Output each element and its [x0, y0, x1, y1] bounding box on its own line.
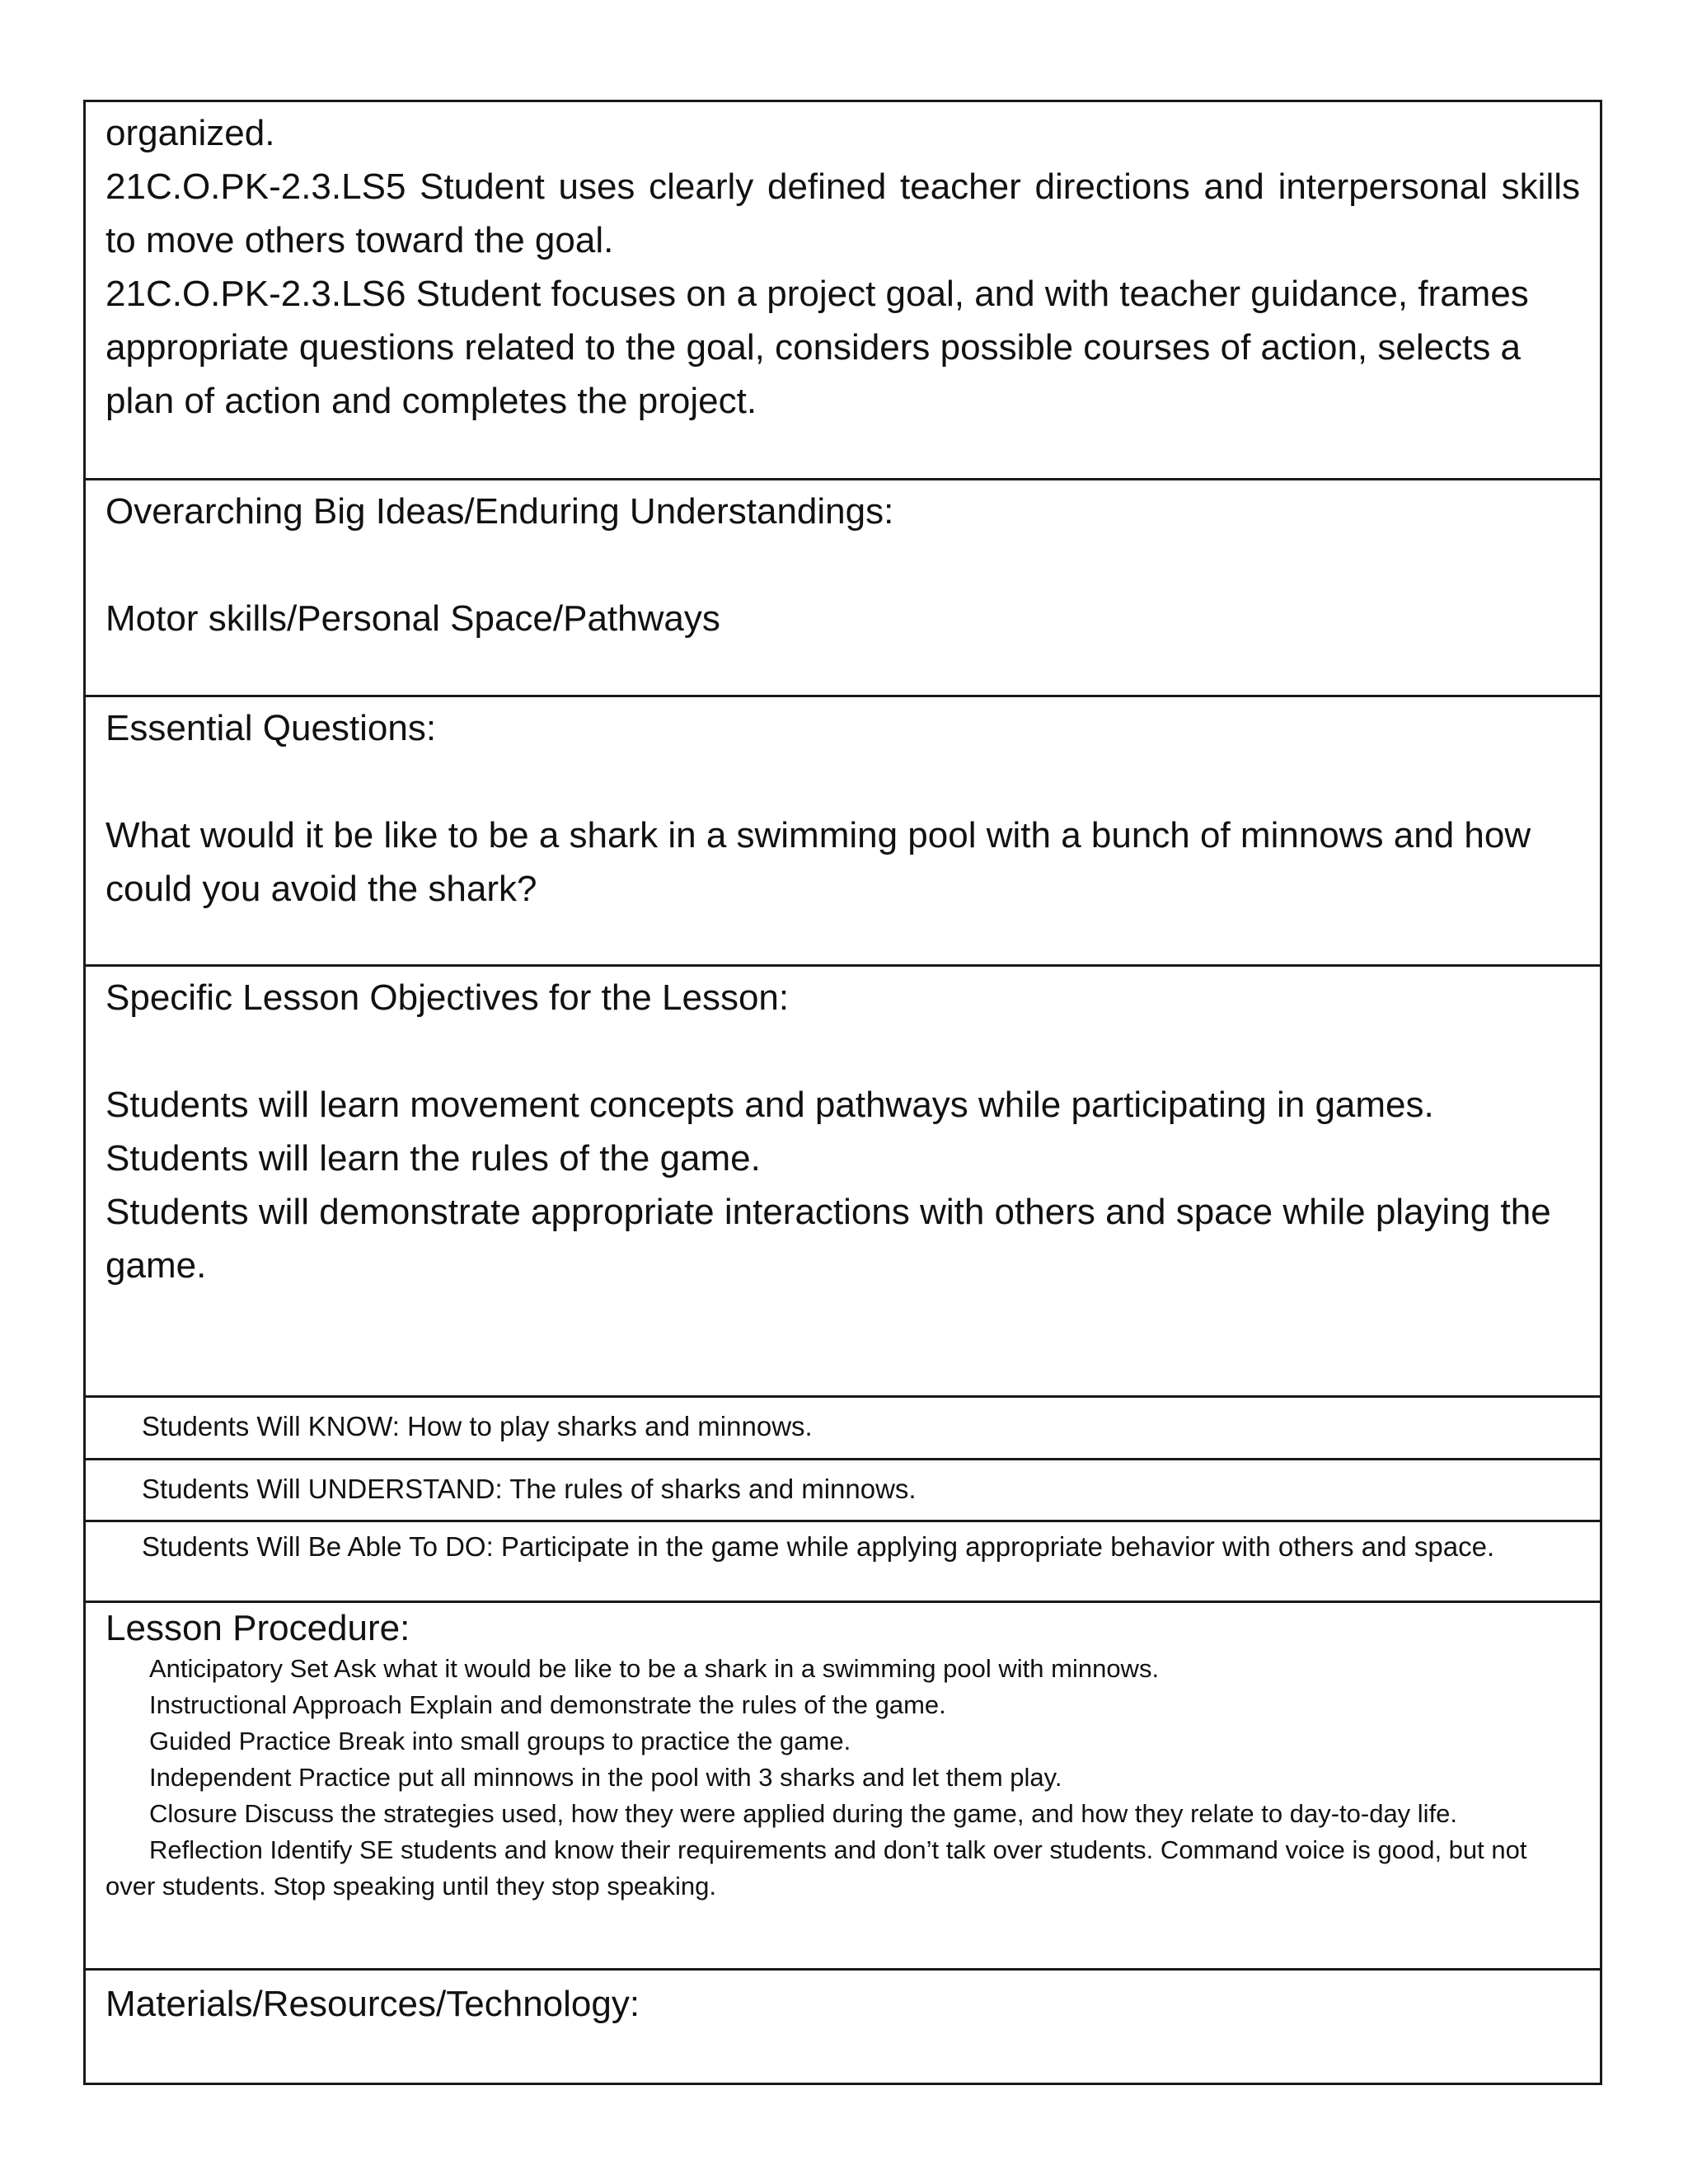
- materials-heading: Materials/Resources/Technology:: [106, 1984, 640, 2024]
- materials-cell: [86, 1971, 1600, 2083]
- procedure-heading: Lesson Procedure:: [106, 1608, 410, 1648]
- big-ideas-heading: Overarching Big Ideas/Enduring Understandings:: [106, 491, 894, 532]
- objectives-cell: [86, 967, 1600, 1398]
- essential-questions-heading: Essential Questions:: [106, 708, 437, 748]
- lesson-plan-table: [83, 100, 1602, 2085]
- standards-line: 21C.O.PK-2.3.LS6 Student focuses on a project goal, and with teacher guidance, frames appropriate questions related to the goal, considers possible courses of action, selects a plan of action and completes the project.: [106, 274, 1529, 421]
- standards-cell: [86, 102, 1600, 480]
- understand-text: Students Will UNDERSTAND: The rules of sharks and minnows.: [142, 1474, 917, 1504]
- standards-line: organized.: [106, 113, 275, 153]
- objective-item: Students will learn movement concepts and pathways while participating in games.: [106, 1085, 1434, 1125]
- essential-questions-content: What would it be like to be a shark in a swimming pool with a bunch of minnows and how could you avoid the shark?: [106, 815, 1531, 909]
- procedure-step: Instructional Approach Explain and demonstrate the rules of the game.: [149, 1690, 946, 1719]
- procedure-cell: [86, 1603, 1600, 1971]
- objective-item: Students will demonstrate appropriate interactions with others and space while playing the game.: [106, 1192, 1551, 1286]
- know-text: Students Will KNOW: How to play sharks and minnows.: [142, 1411, 813, 1441]
- know-cell: [86, 1398, 1600, 1460]
- procedure-step: Guided Practice Break into small groups to practice the game.: [149, 1727, 851, 1755]
- essential-questions-cell: [86, 697, 1600, 967]
- big-ideas-content: Motor skills/Personal Space/Pathways: [106, 598, 720, 639]
- standards-line: 21C.O.PK-2.3.LS5 Student uses clearly defined teacher directions and interpersonal skills to move others toward the goal.: [106, 166, 1580, 260]
- do-cell: [86, 1522, 1600, 1603]
- procedure-step: Reflection Identify SE students and know their requirements and don’t talk over students. Command voice is good, but not over students. Stop speaking until they stop speaking.: [106, 1835, 1527, 1900]
- procedure-step: Independent Practice put all minnows in the pool with 3 sharks and let them play.: [149, 1763, 1062, 1792]
- understand-cell: [86, 1460, 1600, 1522]
- procedure-step: Anticipatory Set Ask what it would be like to be a shark in a swimming pool with minnows.: [149, 1654, 1160, 1683]
- objectives-heading: Specific Lesson Objectives for the Lesson:: [106, 977, 790, 1018]
- do-text: Students Will Be Able To DO: Participate in the game while applying appropriate behavior with others and space.: [142, 1531, 1495, 1562]
- big-ideas-cell: [86, 480, 1600, 697]
- objective-item: Students will learn the rules of the game.: [106, 1138, 761, 1179]
- procedure-step: Closure Discuss the strategies used, how they were applied during the game, and how they relate to day-to-day life.: [149, 1799, 1458, 1828]
